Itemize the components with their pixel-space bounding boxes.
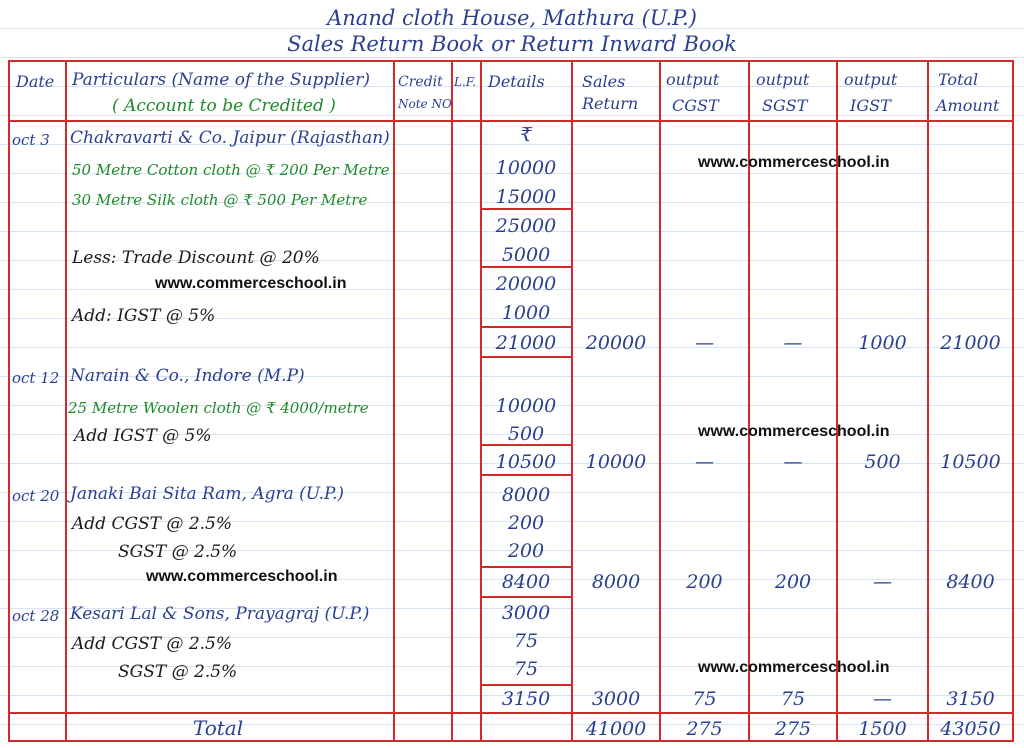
detail-amount: 3150	[501, 688, 551, 710]
header-amount: Amount	[936, 96, 1000, 115]
sgst-value: —	[783, 451, 803, 473]
detail-amount: 75	[513, 658, 539, 680]
cgst-value: —	[695, 451, 714, 473]
total-value: 10500	[940, 451, 1001, 473]
detail-amount: 500	[507, 423, 545, 445]
total-igst: 1500	[858, 718, 907, 740]
sgst-value: 75	[780, 688, 806, 710]
header-divider	[8, 120, 1014, 122]
detail-amount: 8000	[501, 484, 551, 506]
header-credit-note: Credit	[398, 74, 443, 90]
header-details: Details	[488, 72, 545, 91]
watermark: www.commerceschool.in	[698, 154, 890, 171]
entry-item: 25 Metre Woolen cloth @ ₹ 4000/metre	[68, 399, 369, 417]
total-sales-return: 41000	[585, 718, 647, 740]
header-cgst-label: CGST	[672, 96, 719, 115]
header-sales: Sales	[582, 72, 626, 91]
entry-adjustment: Less: Trade Discount @ 20%	[72, 248, 320, 268]
col-divider	[451, 60, 453, 742]
entry-adjustment: SGST @ 2.5%	[118, 662, 238, 682]
igst-value: 1000	[858, 332, 907, 354]
header-particulars-note: ( Account to be Credited )	[112, 96, 336, 116]
cgst-value: —	[695, 332, 714, 354]
currency-symbol: ₹	[519, 124, 533, 146]
detail-amount: 21000	[495, 332, 557, 354]
sgst-value: —	[783, 332, 803, 354]
header-return: Return	[582, 94, 639, 113]
igst-value: 500	[864, 451, 901, 473]
total-value: 21000	[940, 332, 1001, 354]
entry-item: 50 Metre Cotton cloth @ ₹ 200 Per Metre	[72, 161, 390, 179]
sales-return-value: 10000	[585, 451, 647, 473]
sgst-value: 200	[774, 571, 812, 593]
entry-party: Kesari Lal & Sons, Prayagraj (U.P.)	[70, 604, 370, 624]
header-date: Date	[16, 72, 55, 91]
detail-amount: 200	[507, 512, 545, 534]
total-label: Total	[192, 716, 244, 740]
entry-item: 30 Metre Silk cloth @ ₹ 500 Per Metre	[72, 191, 368, 209]
detail-amount: 10000	[495, 157, 557, 179]
col-divider	[65, 60, 67, 742]
header-credit-note-no: Note NO	[398, 97, 452, 111]
detail-amount: 10500	[495, 451, 557, 473]
col-divider	[659, 60, 661, 742]
detail-amount: 75	[513, 630, 539, 652]
header-lf: L.F.	[454, 75, 477, 89]
header-total: Total	[938, 70, 979, 89]
page-title: Anand cloth House, Mathura (U.P.)	[327, 6, 697, 30]
header-cgst: output	[666, 70, 720, 89]
detail-amount: 8400	[501, 571, 551, 593]
watermark: www.commerceschool.in	[698, 659, 890, 676]
detail-amount: 5000	[501, 244, 551, 266]
watermark: www.commerceschool.in	[698, 423, 890, 440]
entry-date: oct 3	[12, 131, 50, 149]
total-amount: 43050	[940, 718, 1001, 740]
igst-value: —	[873, 688, 892, 710]
watermark: www.commerceschool.in	[155, 275, 347, 292]
igst-value: —	[873, 571, 892, 593]
entry-adjustment: Add IGST @ 5%	[74, 426, 212, 446]
entry-adjustment: Add: IGST @ 5%	[72, 306, 216, 326]
sales-return-value: 20000	[585, 332, 647, 354]
header-sgst-label: SGST	[762, 96, 808, 115]
header-particulars: Particulars (Name of the Supplier)	[72, 70, 370, 90]
entry-party: Chakravarti & Co. Jaipur (Rajasthan)	[70, 128, 390, 148]
header-igst: output	[844, 70, 898, 89]
page-subtitle: Sales Return Book or Return Inward Book	[287, 32, 737, 56]
entry-party: Narain & Co., Indore (M.P)	[70, 366, 305, 386]
watermark: www.commerceschool.in	[146, 568, 338, 585]
detail-amount: 200	[507, 540, 545, 562]
detail-amount: 1000	[501, 302, 551, 324]
entry-date: oct 20	[12, 487, 60, 505]
cgst-value: 200	[686, 571, 723, 593]
total-value: 8400	[946, 571, 995, 593]
detail-amount: 10000	[495, 395, 557, 417]
total-sgst: 275	[774, 718, 812, 740]
entry-adjustment: SGST @ 2.5%	[118, 542, 238, 562]
col-divider	[571, 60, 573, 742]
col-divider	[393, 60, 395, 742]
sales-return-value: 8000	[591, 571, 641, 593]
entry-adjustment: Add CGST @ 2.5%	[72, 514, 233, 534]
cgst-value: 75	[692, 688, 717, 710]
col-divider	[927, 60, 929, 742]
detail-amount: 20000	[495, 273, 557, 295]
entry-date: oct 12	[12, 369, 60, 387]
total-cgst: 275	[686, 718, 723, 740]
entry-date: oct 28	[12, 607, 60, 625]
detail-amount: 25000	[495, 215, 557, 237]
header-igst-label: IGST	[850, 96, 891, 115]
entry-party: Janaki Bai Sita Ram, Agra (U.P.)	[70, 484, 345, 504]
detail-amount: 15000	[495, 186, 557, 208]
header-sgst: output	[756, 70, 810, 89]
entry-adjustment: Add CGST @ 2.5%	[72, 634, 233, 654]
sales-return-value: 3000	[591, 688, 641, 710]
total-value: 3150	[946, 688, 995, 710]
detail-amount: 3000	[501, 602, 551, 624]
